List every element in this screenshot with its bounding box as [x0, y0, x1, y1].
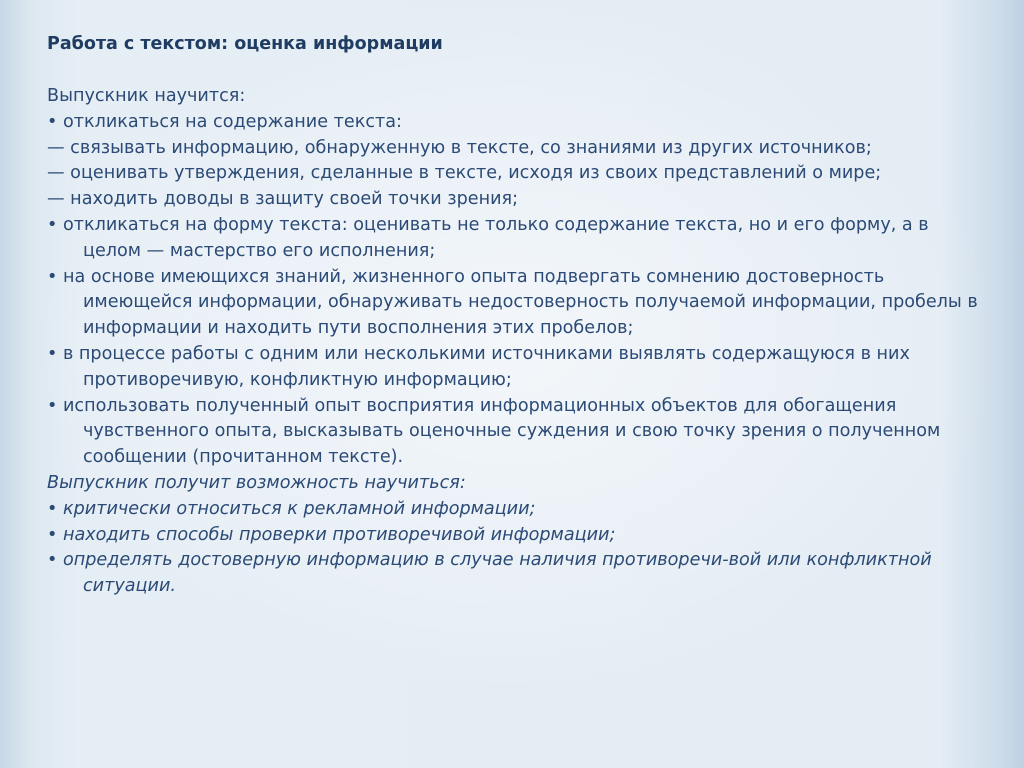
list-item: — оценивать утверждения, сделанные в тексте, исходя из своих представлений о мире; — [47, 163, 882, 184]
list-item: • использовать полученный опыт восприятия информационных объектов для обогащения чувственного опыта, высказывать оценочные суждения и свою точку зрения о полученном сообщении (прочитанном тексте). — [47, 395, 941, 468]
list-item: — находить доводы в защиту своей точки зрения; — [47, 189, 519, 210]
list-item: • откликаться на форму текста: оценивать не только содержание текста, но и его форму, а в целом — мастерство его исполнения; — [47, 214, 929, 261]
slide-title: Работа с текстом: оценка информации — [47, 34, 443, 54]
list-item: • критически относиться к рекламной информации; — [47, 498, 536, 519]
list-item: • определять достоверную информацию в случае наличия противоречи-вой или конфликтной ситуации. — [47, 550, 932, 597]
slide-body — [47, 84, 982, 600]
list-item: • на основе имеющихся знаний, жизненного опыта подвергать сомнению достоверность имеющейся информации, обнаруживать недостоверность получаемой информации, пробелы в информации и находить пути восполнения этих пробелов; — [47, 266, 978, 339]
section-heading-will-learn: Выпускник научится: — [47, 86, 246, 106]
list-item: • в процессе работы с одним или несколькими источниками выявлять содержащуюся в них противоречивую, конфликтную информацию; — [47, 343, 910, 390]
list-item: — связывать информацию, обнаруженную в тексте, со знаниями из других источников; — [47, 137, 872, 158]
list-item: • откликаться на содержание текста: — [47, 111, 402, 132]
list-item: • находить способы проверки противоречивой информации; — [47, 524, 616, 545]
section-heading-opportunity: Выпускник получит возможность научиться: — [47, 472, 466, 493]
